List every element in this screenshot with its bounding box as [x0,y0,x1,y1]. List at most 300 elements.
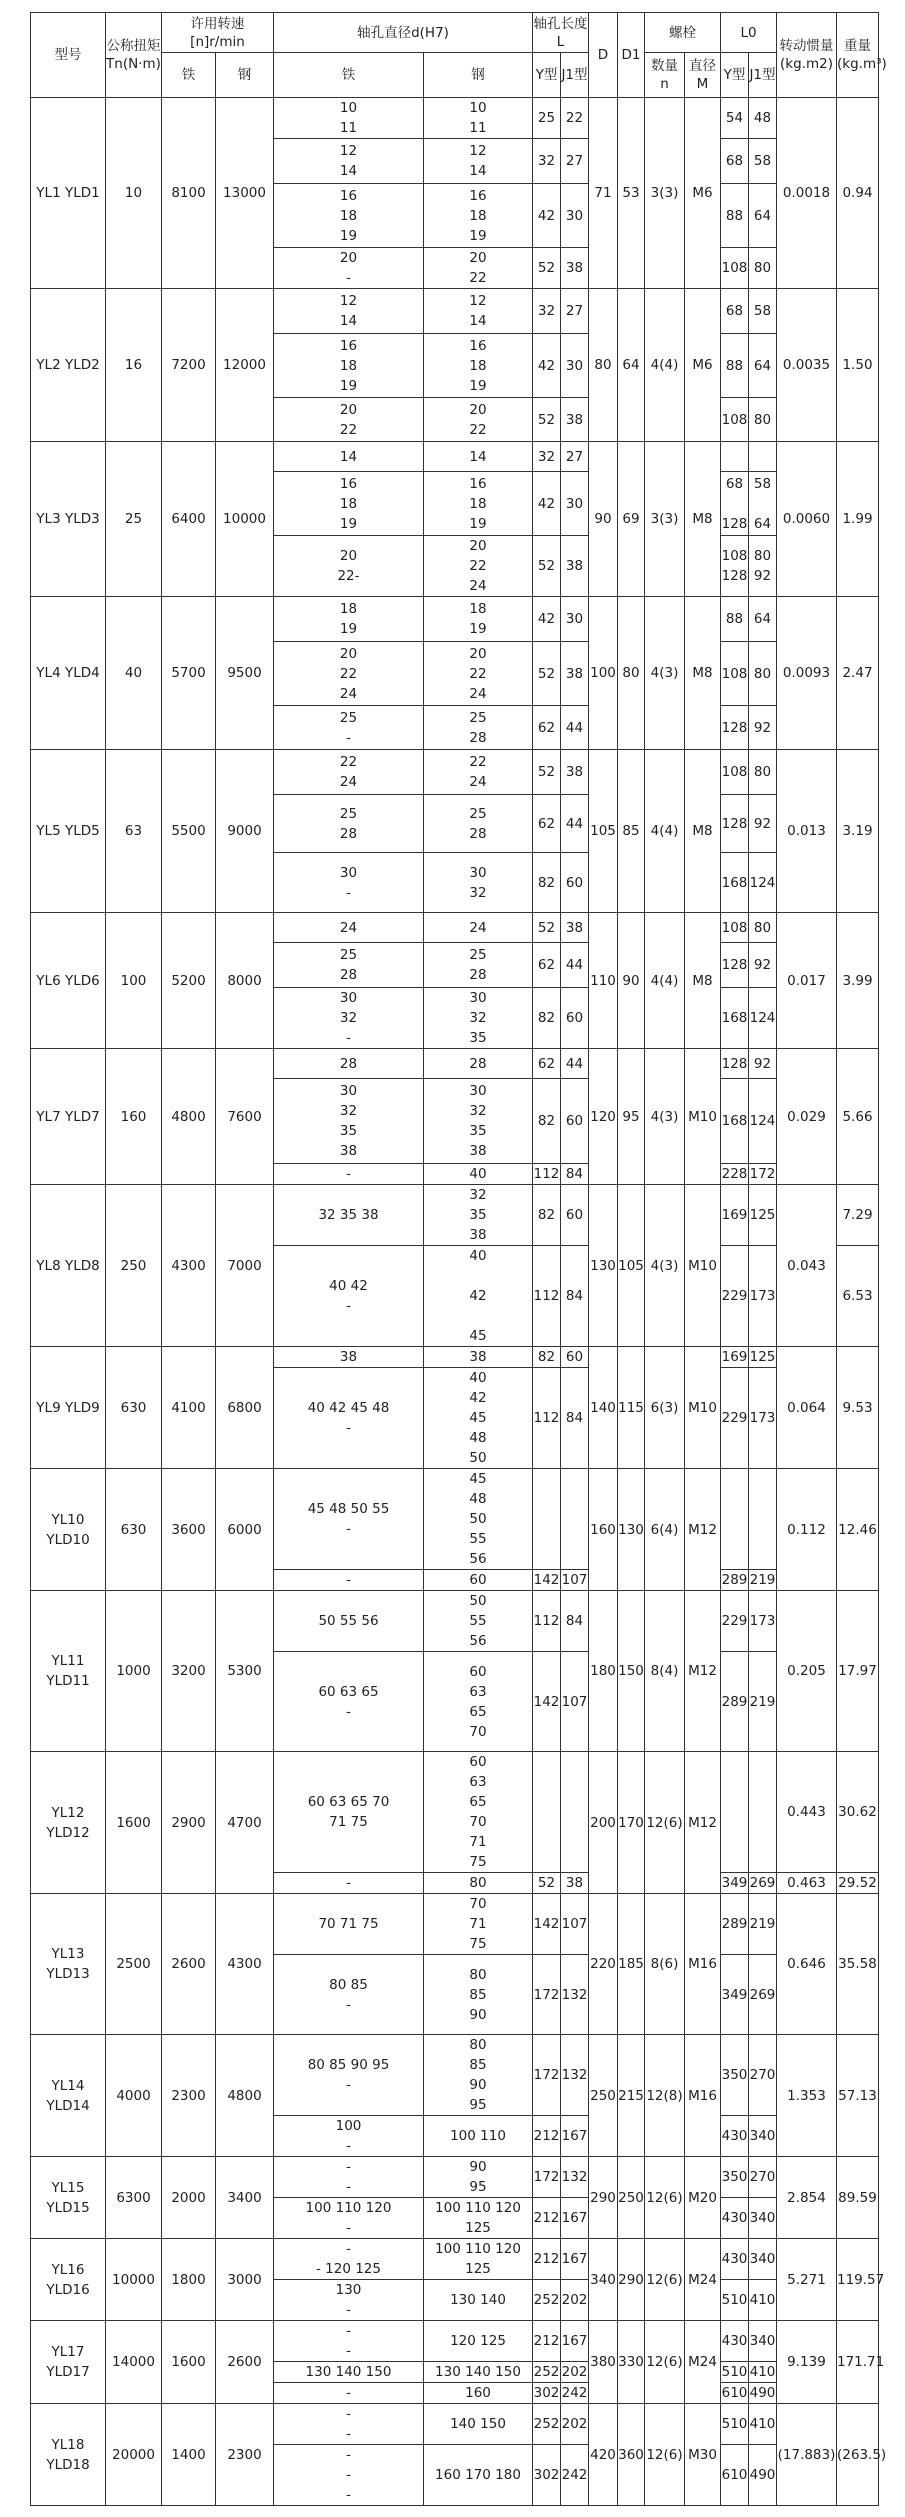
l0-j1-cell: 269 [749,1955,777,2035]
bolt-dia-cell: M12 [685,1591,721,1752]
table-row [31,913,879,943]
shaft-j1-cell: 84 [561,1246,589,1347]
bore-iron-cell: - [274,1570,424,1591]
l0-y-cell: 128 [721,795,749,853]
shaft-j1-cell: 242 [561,2383,589,2404]
shaft-j1-cell: 107 [561,1652,589,1752]
D1-cell: 250 [618,2157,645,2239]
header-bolt-qty: 数量 n [645,53,685,98]
l0-j1-cell: 269 [749,1873,777,1894]
l0-y-cell: 510 [721,2362,749,2383]
l0-y-cell: 229 [721,1368,749,1469]
weight-cell: 0.94 [837,98,879,289]
shaft-y-cell: 82 [533,853,561,913]
iron-speed-cell: 8100 [162,98,216,289]
bore-steel-cell: 70 71 75 [424,1894,533,1955]
bore-iron-cell: 16 18 19 [274,184,424,248]
iron-speed-cell: 4300 [162,1185,216,1347]
bore-steel-cell: 20 22 [424,398,533,442]
shaft-y-cell [533,1469,561,1570]
iron-speed-cell: 5500 [162,750,216,913]
bore-steel-cell: 32 35 38 [424,1185,533,1246]
l0-y-cell: 289 [721,1652,749,1752]
shaft-j1-cell: 30 [561,184,589,248]
bore-steel-cell: 30 32 [424,853,533,913]
torque-cell: 40 [106,597,162,750]
l0-y-cell: 350 [721,2157,749,2198]
bore-iron-cell: - - [274,2404,424,2445]
model-cell: YL15 YLD15 [31,2157,106,2239]
bolt-dia-cell: M30 [685,2404,721,2506]
inertia-cell: 9.139 [777,2321,837,2404]
bore-steel-cell: 20 22 24 [424,642,533,706]
bolt-dia-cell: M24 [685,2239,721,2321]
l0-y-cell: 168 [721,1079,749,1164]
shaft-j1-cell: 84 [561,1368,589,1469]
shaft-j1-cell: 44 [561,943,589,988]
steel-speed-cell: 6800 [216,1347,274,1469]
torque-cell: 250 [106,1185,162,1347]
bore-steel-cell: 28 [424,1049,533,1079]
l0-y-cell: 88 [721,184,749,248]
D-cell: 140 [589,1347,618,1469]
torque-cell: 4000 [106,2035,162,2157]
model-cell: YL7 YLD7 [31,1049,106,1185]
l0-y-cell: 289 [721,1894,749,1955]
bolt-dia-cell: M16 [685,2035,721,2157]
model-cell: YL13 YLD13 [31,1894,106,2035]
D-cell: 380 [589,2321,618,2404]
torque-cell: 160 [106,1049,162,1185]
shaft-y-cell: 52 [533,536,561,597]
header-l0-j1: J1型 [749,53,777,98]
bolt-dia-cell: M10 [685,1185,721,1347]
D1-cell: 215 [618,2035,645,2157]
bore-steel-cell: 160 [424,2383,533,2404]
inertia-cell: (17.883) [777,2404,837,2506]
D-cell: 160 [589,1469,618,1591]
D1-cell: 95 [618,1049,645,1185]
shaft-j1-cell: 44 [561,795,589,853]
l0-y-cell: 229 [721,1246,749,1347]
bore-iron-cell: 16 18 19 [274,472,424,536]
bore-steel-cell: 60 63 65 70 71 75 [424,1752,533,1873]
l0-y-cell: 430 [721,2198,749,2239]
inertia-cell: 5.271 [777,2239,837,2321]
l0-y-cell: 168 [721,988,749,1049]
header-shaft-length: 轴孔长度L [533,13,589,53]
steel-speed-cell: 12000 [216,289,274,442]
shaft-y-cell: 62 [533,943,561,988]
l0-y-cell: 108 [721,642,749,706]
weight-cell: 29.52 [837,1873,879,1894]
D-cell: 90 [589,442,618,597]
l0-y-cell: 108 [721,913,749,943]
shaft-j1-cell: 132 [561,2157,589,2198]
l0-j1-cell: 173 [749,1591,777,1652]
bore-iron-cell: - [274,1164,424,1185]
bore-iron-cell: 32 35 38 [274,1185,424,1246]
l0-y-cell: 108 [721,248,749,289]
steel-speed-cell: 8000 [216,913,274,1049]
bore-steel-cell: 10 11 [424,98,533,139]
l0-j1-cell: 80 [749,248,777,289]
header-L0: L0 [721,13,777,53]
shaft-j1-cell: 38 [561,248,589,289]
bore-iron-cell: - [274,2383,424,2404]
l0-j1-cell: 92 [749,706,777,750]
D-cell: 340 [589,2239,618,2321]
iron-speed-cell: 2300 [162,2035,216,2157]
shaft-j1-cell: 202 [561,2280,589,2321]
bore-iron-cell: 40 42 45 48 - [274,1368,424,1469]
inertia-cell: 2.854 [777,2157,837,2239]
l0-y-cell: 289 [721,1570,749,1591]
table-row [31,289,879,334]
D1-cell: 85 [618,750,645,913]
bore-steel-cell: 16 18 19 [424,334,533,398]
header-D: D [589,13,618,98]
bore-steel-cell: 24 [424,913,533,943]
table-row [31,1469,879,1570]
header-y-type: Y型 [533,53,561,98]
header-speed: 许用转速 [n]r/min [162,13,274,53]
l0-j1-cell: 124 [749,853,777,913]
D1-cell: 330 [618,2321,645,2404]
bore-steel-cell: 140 150 [424,2404,533,2445]
bolt-dia-cell: M20 [685,2157,721,2239]
l0-j1-cell [749,1469,777,1570]
iron-speed-cell: 2000 [162,2157,216,2239]
table-row [31,2157,879,2198]
header-bore-steel: 钢 [424,53,533,98]
bore-iron-cell: 30 - [274,853,424,913]
weight-cell: 171.71 [837,2321,879,2404]
bore-iron-cell: 80 85 - [274,1955,424,2035]
shaft-y-cell: 62 [533,706,561,750]
steel-speed-cell: 6000 [216,1469,274,1591]
D-cell: 180 [589,1591,618,1752]
top-cropped-text [0,0,905,10]
D1-cell: 80 [618,597,645,750]
D-cell: 250 [589,2035,618,2157]
iron-speed-cell: 5200 [162,913,216,1049]
inertia-cell: 0.017 [777,913,837,1049]
l0-y-cell: 610 [721,2383,749,2404]
header-speed-steel: 钢 [216,53,274,98]
shaft-j1-cell: 242 [561,2445,589,2506]
bore-steel-cell: 14 [424,442,533,472]
l0-j1-cell: 173 [749,1246,777,1347]
shaft-j1-cell: 38 [561,642,589,706]
l0-y-cell: 108 128 [721,536,749,597]
steel-speed-cell: 2300 [216,2404,274,2506]
inertia-cell: 0.443 [777,1752,837,1873]
bore-steel-cell: 100 110 120 125 [424,2239,533,2280]
shaft-j1-cell: 30 [561,472,589,536]
table-row [31,2404,879,2445]
l0-y-cell [721,1752,749,1873]
shaft-j1-cell: 202 [561,2362,589,2383]
shaft-y-cell: 302 [533,2383,561,2404]
bore-iron-cell: 24 [274,913,424,943]
l0-j1-cell: 125 [749,1347,777,1368]
l0-j1-cell [749,1752,777,1873]
bolt-dia-cell: M6 [685,289,721,442]
steel-speed-cell: 7600 [216,1049,274,1185]
bore-iron-cell: 130 140 150 [274,2362,424,2383]
bolt-qty-cell: 4(3) [645,1049,685,1185]
inertia-cell: 0.112 [777,1469,837,1591]
shaft-y-cell: 52 [533,642,561,706]
l0-j1-cell: 64 [749,597,777,642]
shaft-y-cell: 302 [533,2445,561,2506]
bolt-qty-cell: 12(6) [645,1752,685,1894]
bore-steel-cell: 40 [424,1164,533,1185]
model-cell: YL16 YLD16 [31,2239,106,2321]
bolt-qty-cell: 12(6) [645,2239,685,2321]
bore-steel-cell: 60 [424,1570,533,1591]
l0-y-cell: 168 [721,853,749,913]
l0-j1-cell: 124 [749,1079,777,1164]
bore-steel-cell: 25 28 [424,943,533,988]
D-cell: 200 [589,1752,618,1894]
shaft-y-cell: 32 [533,139,561,184]
weight-cell: 12.46 [837,1469,879,1591]
l0-j1-cell: 124 [749,988,777,1049]
shaft-j1-cell: 30 [561,597,589,642]
D1-cell: 90 [618,913,645,1049]
shaft-y-cell: 32 [533,289,561,334]
D-cell: 71 [589,98,618,289]
bolt-qty-cell: 3(3) [645,442,685,597]
shaft-y-cell: 52 [533,248,561,289]
inertia-cell: 0.0018 [777,98,837,289]
shaft-j1-cell: 60 [561,988,589,1049]
shaft-j1-cell: 167 [561,2116,589,2157]
l0-j1-cell [749,442,777,472]
bore-steel-cell: 16 18 19 [424,472,533,536]
shaft-j1-cell: 27 [561,139,589,184]
D1-cell: 360 [618,2404,645,2506]
bore-iron-cell: 12 14 [274,289,424,334]
shaft-y-cell: 32 [533,442,561,472]
bore-iron-cell: 30 32 - [274,988,424,1049]
header-bolt-dia: 直径 M [685,53,721,98]
weight-cell: 6.53 [837,1246,879,1347]
l0-y-cell: 349 [721,1873,749,1894]
model-cell: YL11 YLD11 [31,1591,106,1752]
inertia-cell: 0.0035 [777,289,837,442]
bolt-qty-cell: 8(6) [645,1894,685,2035]
model-cell: YL18 YLD18 [31,2404,106,2506]
bolt-dia-cell: M8 [685,750,721,913]
steel-speed-cell: 10000 [216,442,274,597]
shaft-j1-cell: 107 [561,1570,589,1591]
iron-speed-cell: 2900 [162,1752,216,1894]
torque-cell: 1600 [106,1752,162,1894]
l0-j1-cell: 58 [749,289,777,334]
shaft-y-cell: 212 [533,2198,561,2239]
l0-y-cell: 349 [721,1955,749,2035]
table-row [31,1185,879,1246]
weight-cell: 119.57 [837,2239,879,2321]
table-row [31,98,879,139]
table-row [31,1591,879,1652]
bore-steel-cell: 40 42 45 [424,1246,533,1347]
bore-iron-cell: 20 22 24 [274,642,424,706]
weight-cell: 7.29 [837,1185,879,1246]
l0-y-cell: 430 [721,2321,749,2362]
bore-iron-cell: 60 63 65 70 71 75 [274,1752,424,1873]
weight-cell: 57.13 [837,2035,879,2157]
model-cell: YL9 YLD9 [31,1347,106,1469]
bolt-qty-cell: 6(4) [645,1469,685,1591]
model-cell: YL5 YLD5 [31,750,106,913]
model-cell: YL8 YLD8 [31,1185,106,1347]
l0-j1-cell: 340 [749,2321,777,2362]
l0-y-cell: 128 [721,706,749,750]
shaft-j1-cell: 60 [561,853,589,913]
table-row [31,2239,879,2280]
bore-iron-cell: - - [274,2157,424,2198]
l0-y-cell: 88 [721,597,749,642]
torque-cell: 630 [106,1347,162,1469]
steel-speed-cell: 4300 [216,1894,274,2035]
bore-steel-cell: 30 32 35 38 [424,1079,533,1164]
l0-j1-cell: 92 [749,943,777,988]
l0-j1-cell: 80 [749,398,777,442]
iron-speed-cell: 3200 [162,1591,216,1752]
shaft-y-cell: 212 [533,2321,561,2362]
weight-cell: 30.62 [837,1752,879,1873]
header-j1-type: J1型 [561,53,589,98]
l0-j1-cell: 410 [749,2362,777,2383]
bore-steel-cell: 100 110 [424,2116,533,2157]
shaft-y-cell: 212 [533,2116,561,2157]
bolt-dia-cell: M8 [685,597,721,750]
D-cell: 80 [589,289,618,442]
l0-y-cell: 128 [721,943,749,988]
bore-steel-cell: 25 28 [424,706,533,750]
bore-iron-cell: 14 [274,442,424,472]
iron-speed-cell: 4800 [162,1049,216,1185]
shaft-y-cell: 112 [533,1368,561,1469]
l0-j1-cell: 125 [749,1185,777,1246]
shaft-y-cell: 42 [533,184,561,248]
bore-iron-cell: 45 48 50 55 - [274,1469,424,1570]
header-bore-iron: 铁 [274,53,424,98]
inertia-cell: 0.646 [777,1894,837,2035]
bore-steel-cell: 20 22 [424,248,533,289]
table-row [31,1752,879,1873]
bore-iron-cell: 25 - [274,706,424,750]
shaft-j1-cell: 60 [561,1185,589,1246]
bore-steel-cell: 130 140 [424,2280,533,2321]
l0-j1-cell: 48 [749,98,777,139]
inertia-cell: 0.0060 [777,442,837,597]
l0-j1-cell: 340 [749,2116,777,2157]
bore-steel-cell: 90 95 [424,2157,533,2198]
shaft-y-cell: 112 [533,1246,561,1347]
bore-steel-cell: 45 48 50 55 56 [424,1469,533,1570]
table-row [31,1049,879,1079]
steel-speed-cell: 5300 [216,1591,274,1752]
shaft-j1-cell: 132 [561,2035,589,2116]
iron-speed-cell: 1600 [162,2321,216,2404]
l0-j1-cell: 490 [749,2445,777,2506]
bore-iron-cell: 10 11 [274,98,424,139]
model-cell: YL14 YLD14 [31,2035,106,2157]
D1-cell: 64 [618,289,645,442]
shaft-y-cell: 62 [533,1049,561,1079]
bore-iron-cell: 28 [274,1049,424,1079]
D1-cell: 170 [618,1752,645,1894]
bore-steel-cell: 22 24 [424,750,533,795]
weight-cell: 9.53 [837,1347,879,1469]
table-row [31,597,879,642]
bore-iron-cell: - - - [274,2445,424,2506]
l0-y-cell: 88 [721,334,749,398]
weight-cell: 5.66 [837,1049,879,1185]
l0-y-cell: 169 [721,1185,749,1246]
bore-iron-cell: 38 [274,1347,424,1368]
l0-j1-cell: 410 [749,2404,777,2445]
inertia-cell: 0.013 [777,750,837,913]
model-cell: YL1 YLD1 [31,98,106,289]
l0-y-cell [721,1469,749,1570]
shaft-j1-cell: 202 [561,2404,589,2445]
l0-j1-cell: 270 [749,2157,777,2198]
l0-j1-cell: 172 [749,1164,777,1185]
l0-y-cell: 68 [721,139,749,184]
l0-j1-cell: 58 64 [749,472,777,536]
shaft-j1-cell [561,1752,589,1873]
steel-speed-cell: 7000 [216,1185,274,1347]
model-cell: YL3 YLD3 [31,442,106,597]
model-cell: YL17 YLD17 [31,2321,106,2404]
shaft-j1-cell: 44 [561,1049,589,1079]
bolt-qty-cell: 6(3) [645,1347,685,1469]
torque-cell: 14000 [106,2321,162,2404]
bore-iron-cell: 70 71 75 [274,1894,424,1955]
iron-speed-cell: 1800 [162,2239,216,2321]
model-cell: YL10 YLD10 [31,1469,106,1591]
table-body [31,98,887,2506]
shaft-y-cell: 142 [533,1570,561,1591]
shaft-y-cell: 172 [533,2157,561,2198]
header-model: 型号 [31,13,106,98]
D-cell: 120 [589,1049,618,1185]
shaft-j1-cell: 38 [561,1873,589,1894]
iron-speed-cell: 5700 [162,597,216,750]
shaft-y-cell: 212 [533,2239,561,2280]
torque-cell: 10 [106,98,162,289]
shaft-y-cell: 172 [533,1955,561,2035]
shaft-j1-cell: 167 [561,2239,589,2280]
header-speed-iron: 铁 [162,53,216,98]
bore-iron-cell: 25 28 [274,795,424,853]
inertia-cell: 0.205 [777,1591,837,1752]
shaft-y-cell: 82 [533,1185,561,1246]
l0-j1-cell: 64 [749,184,777,248]
bolt-qty-cell: 12(6) [645,2404,685,2506]
iron-speed-cell: 4100 [162,1347,216,1469]
table-row [31,750,879,795]
shaft-j1-cell: 38 [561,750,589,795]
bore-steel-cell: 18 19 [424,597,533,642]
bolt-dia-cell: M8 [685,913,721,1049]
